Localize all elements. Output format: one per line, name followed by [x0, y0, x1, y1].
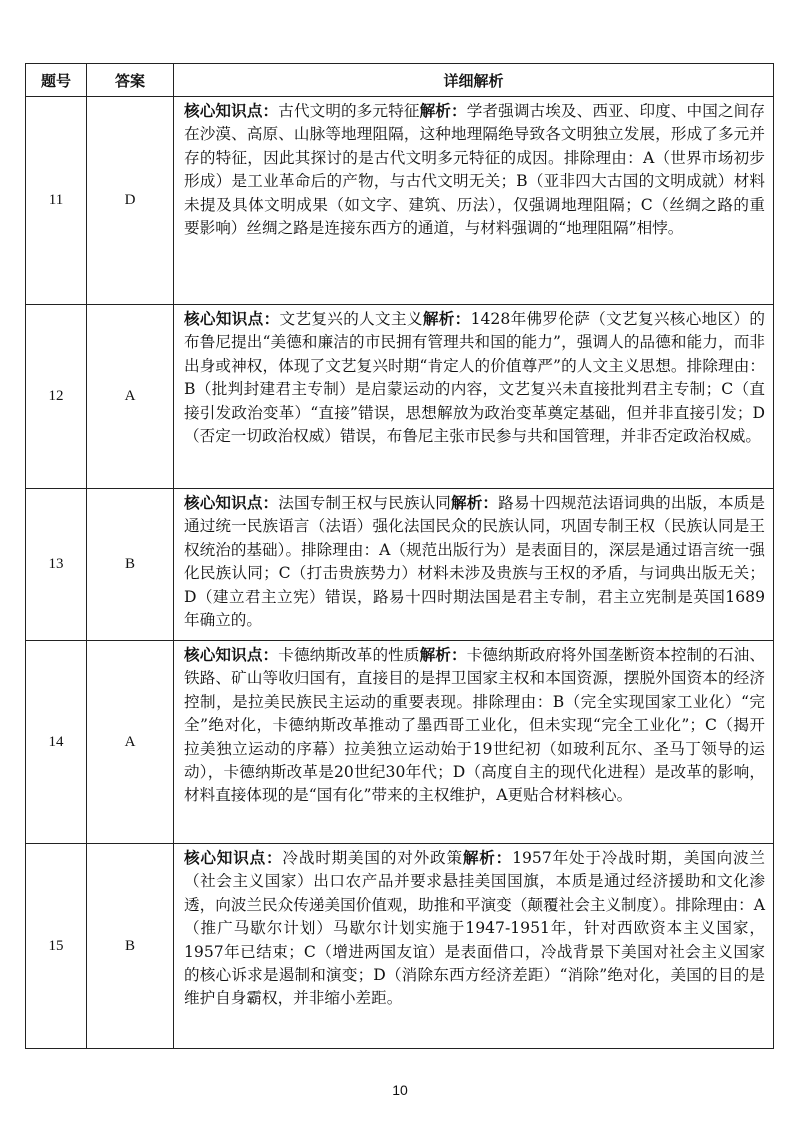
knowledge-point: 冷战时期美国的对外政策: [282, 849, 463, 867]
answer-table: [25, 63, 774, 1049]
analysis-text: 卡德纳斯政府将外国垄断资本控制的石油、铁路、矿山等收归国有，直接目的是捍卫国家主权和本国资源，摆脱外国资本的经济控制，是拉美民族民主运动的重要表现。排除理由：B（完全实现国家工业化）“完全”绝对化，卡德纳斯改革推动了墨西哥工业化，但未实现“完全工业化”；C（揭开拉美独立运动的序幕）拉美独立运动始于19世纪初（如玻利瓦尔、圣马丁领导的运动），卡德纳斯改革是20世纪30年代；D（高度自主的现代化进程）是改革的影响，材料直接体现的是“国有化”带来的主权维护，A更贴合材料核心。: [184, 646, 765, 805]
header-answer: 答案: [87, 64, 174, 97]
analysis-label: 解析：: [419, 646, 467, 664]
answer-letter: A: [87, 305, 174, 489]
analysis-label: 解析：: [462, 849, 513, 867]
knowledge-label: 核心知识点：: [184, 849, 283, 867]
table-row: [26, 641, 774, 844]
table-row: [26, 97, 774, 305]
header-explanation: 详细解析: [174, 64, 774, 97]
question-number: 14: [26, 641, 87, 844]
knowledge-point: 法国专制王权与民族认同: [278, 494, 451, 512]
table-row: [26, 489, 774, 641]
answer-letter: D: [87, 97, 174, 305]
analysis-text: 路易十四规范法语词典的出版，本质是通过统一民族语言（法语）强化法国民众的民族认同，巩固专制王权（民族认同是王权统治的基础）。排除理由：A（规范出版行为）是表面目的，深层是通过语言统一强化民族认同；C（打击贵族势力）材料未涉及贵族与王权的矛盾，与词典出版无关；D（建立君主立宪）错误，路易十四时期法国是君主专制，君主立宪制是英国1689年确立的。: [184, 494, 765, 630]
question-number: 12: [26, 305, 87, 489]
answer-letter: B: [87, 489, 174, 641]
explanation-cell: [174, 641, 774, 844]
analysis-text: 学者强调古埃及、西亚、印度、中国之间存在沙漠、高原、山脉等地理阻隔，这种地理隔绝导致各文明独立发展，形成了多元并存的特征，因此其探讨的是古代文明多元特征的成因。排除理由：A（世界市场初步形成）是工业革命后的产物，与古代文明无关；B（亚非四大古国的文明成就）材料未提及具体文明成果（如文字、建筑、历法），仅强调地理阻隔；C（丝绸之路的重要影响）丝绸之路是连接东西方的通道，与材料强调的“地理阻隔”相悖。: [184, 102, 765, 238]
knowledge-point: 古代文明的多元特征: [278, 102, 420, 120]
table-row: [26, 844, 774, 1049]
table-row: [26, 305, 774, 489]
knowledge-label: 核心知识点：: [184, 646, 279, 664]
table-header-row: [26, 64, 774, 97]
knowledge-point: 文艺复兴的人文主义: [279, 310, 423, 328]
knowledge-label: 核心知识点：: [184, 102, 279, 120]
page-number: 10: [392, 1082, 408, 1098]
analysis-text: 1957年处于冷战时期，美国向波兰（社会主义国家）出口农产品并要求悬挂美国国旗，本质是通过经济援助和文化渗透，向波兰民众传递美国价值观，助推和平演变（颠覆社会主义制度）。排除理由：A（推广马歇尔计划）马歇尔计划实施于1947-1951年，针对西欧资本主义国家，1957年已结束；C（增进两国友谊）是表面借口，冷战背景下美国对社会主义国家的核心诉求是遏制和演变；D（消除东西方经济差距）“消除”绝对化，美国的目的是维护自身霸权，并非缩小差距。: [184, 849, 765, 1008]
knowledge-point: 卡德纳斯改革的性质: [278, 646, 420, 664]
question-number: 13: [26, 489, 87, 641]
analysis-label: 解析：: [419, 102, 467, 120]
answer-letter: B: [87, 844, 174, 1049]
question-number: 15: [26, 844, 87, 1049]
knowledge-label: 核心知识点：: [184, 310, 280, 328]
knowledge-label: 核心知识点：: [184, 494, 279, 512]
analysis-label: 解析：: [450, 494, 499, 512]
header-question-number: 题号: [26, 64, 87, 97]
answer-letter: A: [87, 641, 174, 844]
explanation-cell: [174, 305, 774, 489]
analysis-label: 解析：: [422, 310, 471, 328]
explanation-cell: [174, 844, 774, 1049]
analysis-text: 1428年佛罗伦萨（文艺复兴核心地区）的布鲁尼提出“美德和廉洁的市民拥有管理共和国的能力”，强调人的品德和能力，而非出身或神权，体现了文艺复兴时期“肯定人的价值尊严”的人文主义思想。排除理由：B（批判封建君主专制）是启蒙运动的内容，文艺复兴未直接批判君主专制；C（直接引发政治变革）“直接”错误，思想解放为政治变革奠定基础，但并非直接引发；D（否定一切政治权威）错误，布鲁尼主张市民参与共和国管理，并非否定政治权威。: [184, 310, 765, 446]
explanation-cell: [174, 489, 774, 641]
explanation-cell: [174, 97, 774, 305]
question-number: 11: [26, 97, 87, 305]
